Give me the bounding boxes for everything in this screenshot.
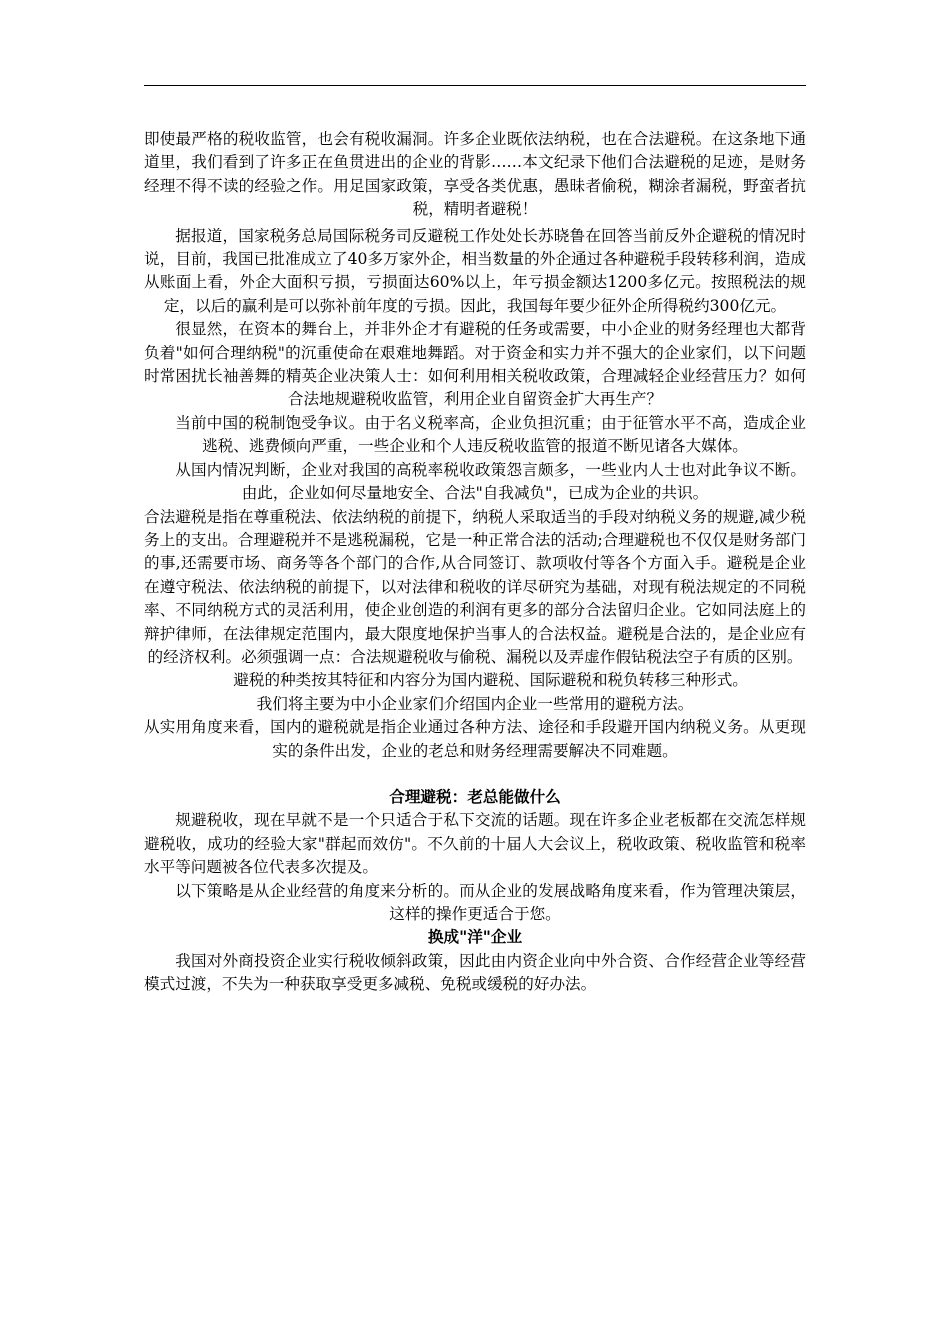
paragraph-consensus: 从国内情况判断，企业对我国的高税率税收政策怨言颇多，一些业内人士也对此争议不断。由此，企业如何尽量地安全、合法"自我减负"，已成为企业的共识。 [175, 460, 806, 503]
paragraph-intro-methods: 我们将主要为中小企业家们介绍国内企业一些常用的避税方法。 [256, 694, 694, 713]
section-heading-foreign: 换成"洋"企业 [427, 928, 523, 947]
document-body [144, 128, 806, 997]
paragraph-report: 据报道，国家税务总局国际税务司反避税工作处处长苏晓鲁在回答当前反外企避税的情况时说，目前，我国已批准成立了40多万家外企，相当数量的外企通过各种避税手段转移利润，造成从账面上看，外企大面积亏损，亏损面达60%以上，年亏损金额达1200多亿元。按照税法的规定，以后的赢利是可以弥补前年度的亏损。因此，我国每年要少征外企所得税约300亿元。 [144, 226, 806, 315]
section-heading-ceo: 合理避税：老总能做什么 [389, 787, 561, 806]
paragraph-smes: 很显然，在资本的舞台上，并非外企才有避税的任务或需要，中小企业的财务经理也大都背负着"如何合理纳税"的沉重使命在艰难地舞蹈。对于资金和实力并不强大的企业家们，以下问题时常困扰长袖善舞的精英企业决策人士：如何利用相关税收政策，合理减轻企业经营压力？如何合法地规避税收监管，利用企业自留资金扩大再生产？ [144, 320, 806, 409]
paragraph-ceo-1: 规避税收，现在早就不是一个只适合于私下交流的话题。现在许多企业老板都在交流怎样规避税收，成功的经验大家"群起而效仿"。不久前的十届人大会议上，税收政策、税收监管和税率水平等问题被各位代表多次提及。 [144, 811, 806, 877]
paragraph-practical: 从实用角度来看，国内的避税就是指企业通过各种方法、途径和手段避开国内纳税义务。从更现实的条件出发，企业的老总和财务经理需要解决不同难题。 [144, 718, 806, 760]
header-rule [144, 85, 806, 86]
paragraph-ceo-2: 以下策略是从企业经营的角度来分析的。而从企业的发展战略角度来看，作为管理决策层，这样的操作更适合于您。 [175, 881, 806, 923]
paragraph-definition: 合法避税是指在尊重税法、依法纳税的前提下，纳税人采取适当的手段对纳税义务的规避,减少税务上的支出。合理避税并不是逃税漏税，它是一种正常合法的活动;合理避税也不仅仅是财务部门的事,还需要市场、商务等各个部门的合作,从合同签订、款项收付等各个方面入手。避税是企业在遵守税法、依法纳税的前提下，以对法律和税收的详尽研究为基础，对现有税法规定的不同税率、不同纳税方式的灵活利用，使企业创造的利润有更多的部分合法留归企业。它如同法庭上的辩护律师，在法律规定范围内，最大限度地保护当事人的合法权益。避税是合法的，是企业应有的经济权利。必须强调一点：合法规避税收与偷税、漏税以及弄虚作假钻税法空子有质的区别。 [144, 507, 806, 666]
paragraph-tax-system: 当前中国的税制饱受争议。由于名义税率高，企业负担沉重；由于征管水平不高，造成企业逃税、逃费倾向严重，一些企业和个人违反税收监管的报道不断见诸各大媒体。 [175, 413, 806, 456]
paragraph-foreign-1: 我国对外商投资企业实行税收倾斜政策，因此由内资企业向中外合资、合作经营企业等经营模式过渡，不失为一种获取享受更多减税、免税或缓税的好办法。 [144, 951, 806, 994]
paragraph-types: 避税的种类按其特征和内容分为国内避税、国际避税和税负转移三种形式。 [233, 671, 748, 690]
intro-paragraph: 即使最严格的税收监管，也会有税收漏洞。许多企业既依法纳税，也在合法避税。在这条地下通道里，我们看到了许多正在鱼贯进出的企业的背影……本文纪录下他们合法避税的足迹，是财务经理不得不读的经验之作。用足国家政策，享受各类优惠，愚昧者偷税，糊涂者漏税，野蛮者抗税，精明者避税！ [144, 130, 806, 219]
